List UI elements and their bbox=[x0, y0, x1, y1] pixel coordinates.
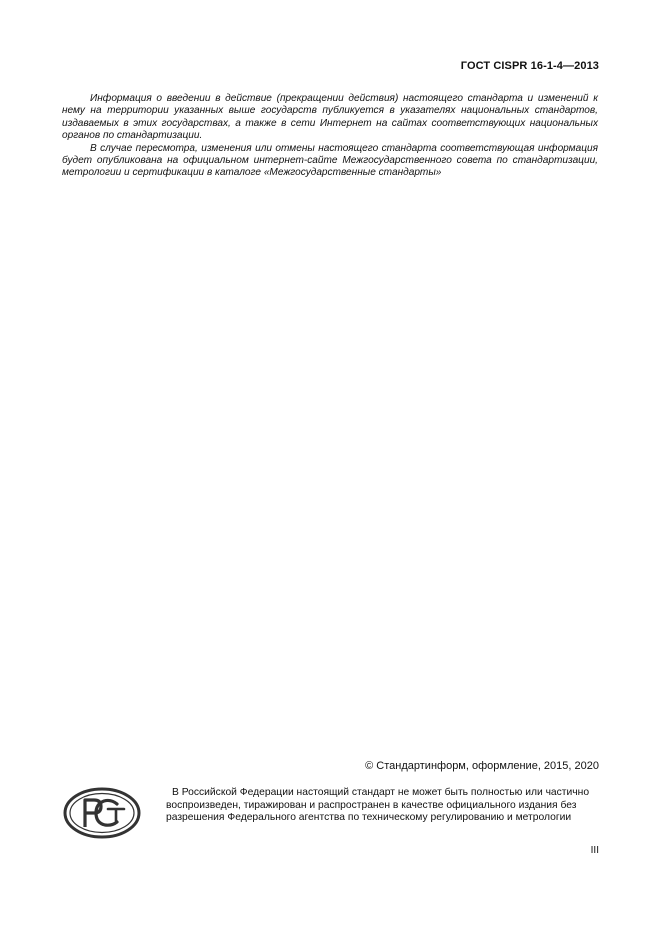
paragraph-revision-info: В случае пересмотра, изменения или отмены настоящего стандарта соответствующая информация будет опубликована на официальном интернет-сайте Межгосударственного совета по стандартизации, метрологии и сертификации в каталоге «Межгосударственные стандарты» bbox=[62, 142, 598, 179]
reproduction-notice bbox=[166, 787, 600, 825]
reproduction-notice-text: В Российской Федерации настоящий стандарт не может быть полностью или частично воспроизведен, тиражирован и распространен в качестве официального издания без разрешения Федерального агентства по техническому регулированию и метрологии bbox=[166, 787, 590, 824]
page-number: III bbox=[590, 845, 599, 856]
document-code-header: ГОСТ CISPR 16-1-4—2013 bbox=[460, 60, 599, 72]
copyright-line: © Стандартинформ, оформление, 2015, 2020 bbox=[365, 760, 599, 772]
rst-certification-mark-icon bbox=[63, 787, 141, 839]
body-text bbox=[62, 93, 598, 180]
paragraph-introduction-info: Информация о введении в действие (прекращении действия) настоящего стандарта и изменений к нему на территории указанных выше государств публикуется в указателях национальных стандартов, издаваемых в этих государствах, а также в сети Интернет на сайтах соответствующих национальных органов по стандартизации. bbox=[62, 93, 598, 142]
